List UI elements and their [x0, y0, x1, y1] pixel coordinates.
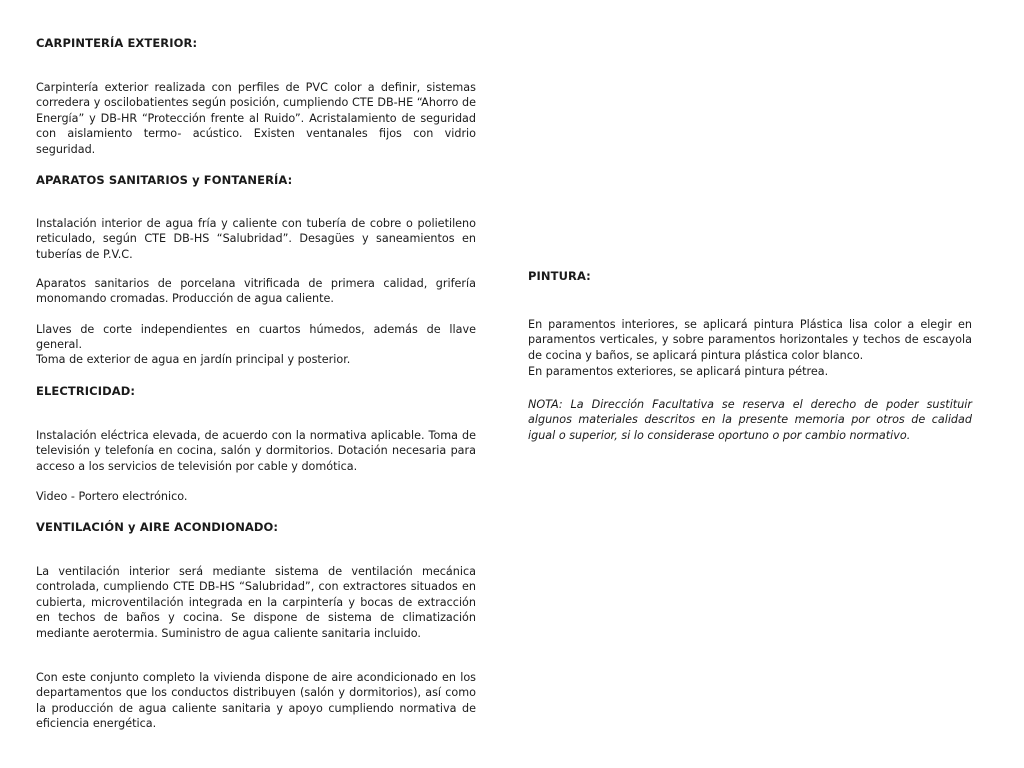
paragraph-electricidad-2: Video - Portero electrónico. — [36, 490, 188, 503]
paragraph-sanitarios-1: Instalación interior de agua fría y caliente con tubería de cobre o polietileno reticulado, según CTE DB-HS “Salubridad”. Desagües y saneamientos en tuberías de P.V.C. — [36, 217, 476, 261]
paragraph-pintura-1: En paramentos interiores, se aplicará pintura Plástica lisa color a elegir en paramentos verticales, y sobre paramentos horizontales y techos de escayola de cocina y baños, se aplicará pintura plástica color blanco. — [528, 318, 972, 362]
paragraph-nota: NOTA: La Dirección Facultativa se reserva el derecho de poder sustituir algunos materiales descritos en la presente memoria por otros de calidad igual o superior, si lo considerase oportuno o por cambio normativo. — [528, 398, 972, 442]
heading-sanitarios: APARATOS SANITARIOS y FONTANERÍA: — [36, 173, 293, 187]
heading-pintura: PINTURA: — [528, 269, 591, 283]
paragraph-sanitarios-4: Toma de exterior de agua en jardín principal y posterior. — [36, 353, 351, 366]
paragraph-sanitarios-3: Llaves de corte independientes en cuartos húmedos, además de llave general. — [36, 323, 476, 352]
paragraph-pintura-2: En paramentos exteriores, se aplicará pintura pétrea. — [528, 365, 829, 378]
paragraph-sanitarios-2: Aparatos sanitarios de porcelana vitrificada de primera calidad, grifería monomando cromadas. Producción de agua caliente. — [36, 277, 476, 306]
paragraph-electricidad-1: Instalación eléctrica elevada, de acuerdo con la normativa aplicable. Toma de televisión y telefonía en cocina, salón y dormitorios. Dotación necesaria para acceso a los servicios de televisión por cable y domótica. — [36, 429, 476, 473]
paragraph-carpinteria: Carpintería exterior realizada con perfiles de PVC color a definir, sistemas corredera y oscilobatientes según posición, cumpliendo CTE DB-HE “Ahorro de Energía” y DB-HR “Protección frente al Ruido”. Acristalamiento de seguridad con aislamiento termo- acústico. Existen ventanales fijos con vidrio seguridad. — [36, 81, 476, 156]
paragraph-ventilacion-1: La ventilación interior será mediante sistema de ventilación mecánica controlada, cumpliendo CTE DB-HS “Salubridad”, con extractores situados en cubierta, microventilación integrada en la carpintería y bocas de extracción en techos de baños y cocina. Se dispone de sistema de climatización mediante aerotermia. Suministro de agua caliente sanitaria incluido. — [36, 565, 476, 640]
heading-ventilacion: VENTILACIÓN y AIRE ACONDIONADO: — [36, 520, 279, 534]
paragraph-ventilacion-2: Con este conjunto completo la vivienda dispone de aire acondicionado en los departamentos que los conductos distribuyen (salón y dormitorios), así como la producción de agua caliente sanitaria y apoyo cumpliendo normativa de eficiencia energética. — [36, 671, 476, 731]
heading-carpinteria: CARPINTERÍA EXTERIOR: — [36, 36, 198, 50]
heading-electricidad: ELECTRICIDAD: — [36, 384, 136, 398]
